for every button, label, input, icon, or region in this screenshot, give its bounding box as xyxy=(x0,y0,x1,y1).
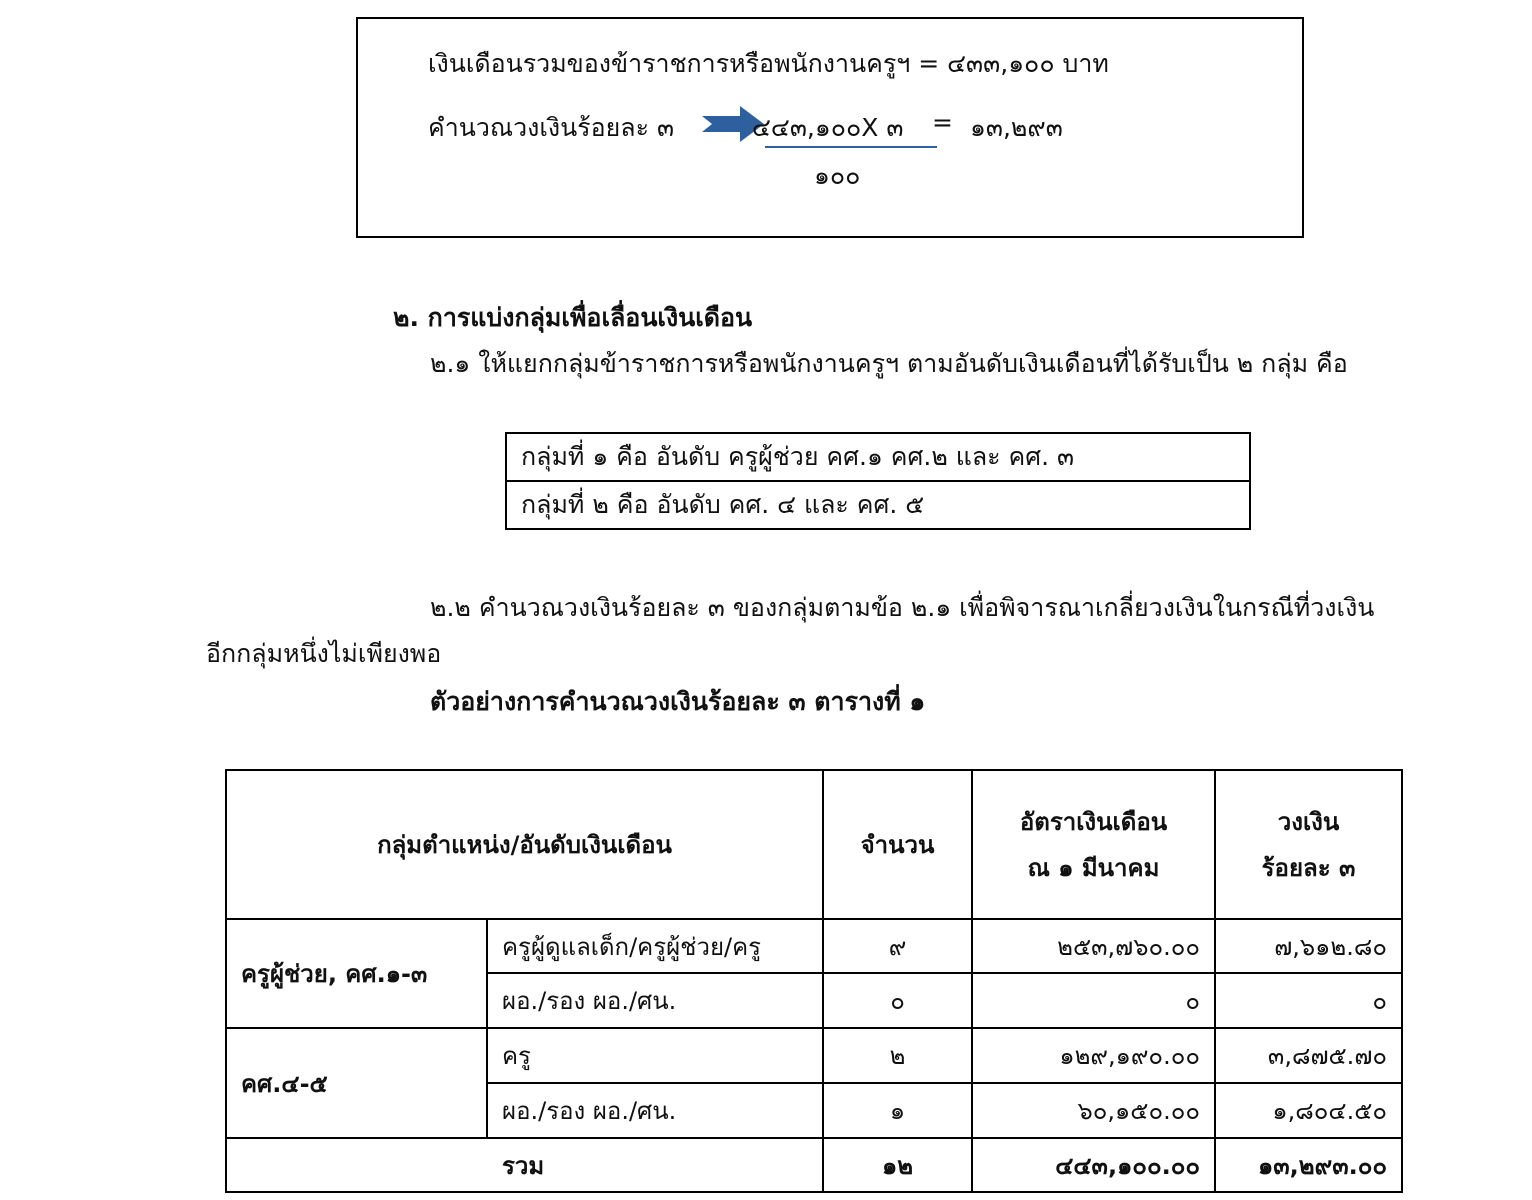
salary-cell: ๑๒๙,๑๙๐.๐๐ xyxy=(972,1028,1215,1083)
total-label: รวม xyxy=(226,1138,823,1192)
budget-cell: ๗,๖๑๒.๘๐ xyxy=(1215,919,1402,973)
item-2-1-text: ๒.๑ ให้แยกกลุ่มข้าราชการหรือพนักงานครูฯ ตามอันดับเงินเดือนที่ได้รับเป็น ๒ กลุ่ม คือ xyxy=(430,349,1348,378)
header-group: กลุ่มตำแหน่ง/อันดับเงินเดือน xyxy=(226,770,823,919)
formula-equals: = xyxy=(932,108,953,137)
budget-cell: ๓,๘๗๕.๗๐ xyxy=(1215,1028,1402,1083)
total-count: ๑๒ xyxy=(823,1138,972,1192)
fraction-line xyxy=(765,146,937,148)
group-2-definition: กลุ่มที่ ๒ คือ อันดับ คศ. ๔ และ คศ. ๕ xyxy=(506,481,1250,529)
position-cell: ครู xyxy=(487,1028,823,1083)
table-row xyxy=(506,433,1250,481)
position-cell: ครูผู้ดูแลเด็ก/ครูผู้ช่วย/ครู xyxy=(487,919,823,973)
total-salary-line: เงินเดือนรวมของข้าราชการหรือพนักงานครูฯ = ๔๓๓,๑๐๐ บาท xyxy=(428,49,1109,78)
formula-numerator: ๔๔๓,๑๐๐X ๓ xyxy=(752,113,904,142)
header-budget xyxy=(1215,770,1402,919)
section-heading: ๒. การแบ่งกลุ่มเพื่อเลื่อนเงินเดือน xyxy=(393,303,753,332)
count-cell: ๙ xyxy=(823,919,972,973)
group-definition-table xyxy=(505,432,1251,530)
budget-table xyxy=(225,769,1403,1193)
formula-denominator: ๑๐๐ xyxy=(814,161,861,190)
table-header-row xyxy=(226,770,1402,919)
count-cell: ๒ xyxy=(823,1028,972,1083)
header-budget-line1: วงเงิน xyxy=(1277,807,1340,836)
count-cell: ๑ xyxy=(823,1083,972,1138)
header-salary xyxy=(972,770,1215,919)
total-budget: ๑๓,๒๙๓.๐๐ xyxy=(1215,1138,1402,1192)
position-cell: ผอ./รอง ผอ./ศน. xyxy=(487,973,823,1028)
group-label: ครูผู้ช่วย, คศ.๑-๓ xyxy=(226,919,487,1028)
table-row xyxy=(226,919,1402,973)
total-row xyxy=(226,1138,1402,1192)
group-1-definition: กลุ่มที่ ๑ คือ อันดับ ครูผู้ช่วย คศ.๑ คศ.๒ และ คศ. ๓ xyxy=(506,433,1250,481)
group-label: คศ.๔-๕ xyxy=(226,1028,487,1138)
position-cell: ผอ./รอง ผอ./ศน. xyxy=(487,1083,823,1138)
header-budget-line2: ร้อยละ ๓ xyxy=(1261,853,1356,882)
salary-cell: ๐ xyxy=(972,973,1215,1028)
table-row xyxy=(226,1028,1402,1083)
formula-result: ๑๓,๒๙๓ xyxy=(970,113,1063,142)
salary-cell: ๖๐,๑๕๐.๐๐ xyxy=(972,1083,1215,1138)
header-salary-line1: อัตราเงินเดือน xyxy=(1019,807,1168,836)
count-cell: ๐ xyxy=(823,973,972,1028)
item-2-2-line1: ๒.๒ คำนวณวงเงินร้อยละ ๓ ของกลุ่มตามข้อ ๒.๑ เพื่อพิจารณาเกลี่ยวงเงินในกรณีที่วงเงิน xyxy=(430,593,1375,622)
calc-label: คำนวณวงเงินร้อยละ ๓ xyxy=(428,113,675,142)
table-row xyxy=(506,481,1250,529)
budget-cell: ๑,๘๐๔.๕๐ xyxy=(1215,1083,1402,1138)
header-salary-line2: ณ ๑ มีนาคม xyxy=(1027,853,1160,882)
header-count: จำนวน xyxy=(823,770,972,919)
budget-cell: ๐ xyxy=(1215,973,1402,1028)
example-title: ตัวอย่างการคำนวณวงเงินร้อยละ ๓ ตารางที่ ๑ xyxy=(430,687,926,716)
salary-cell: ๒๕๓,๗๖๐.๐๐ xyxy=(972,919,1215,973)
total-salary: ๔๔๓,๑๐๐.๐๐ xyxy=(972,1138,1215,1192)
item-2-2-line2: อีกกลุ่มหนึ่งไม่เพียงพอ xyxy=(206,639,442,668)
